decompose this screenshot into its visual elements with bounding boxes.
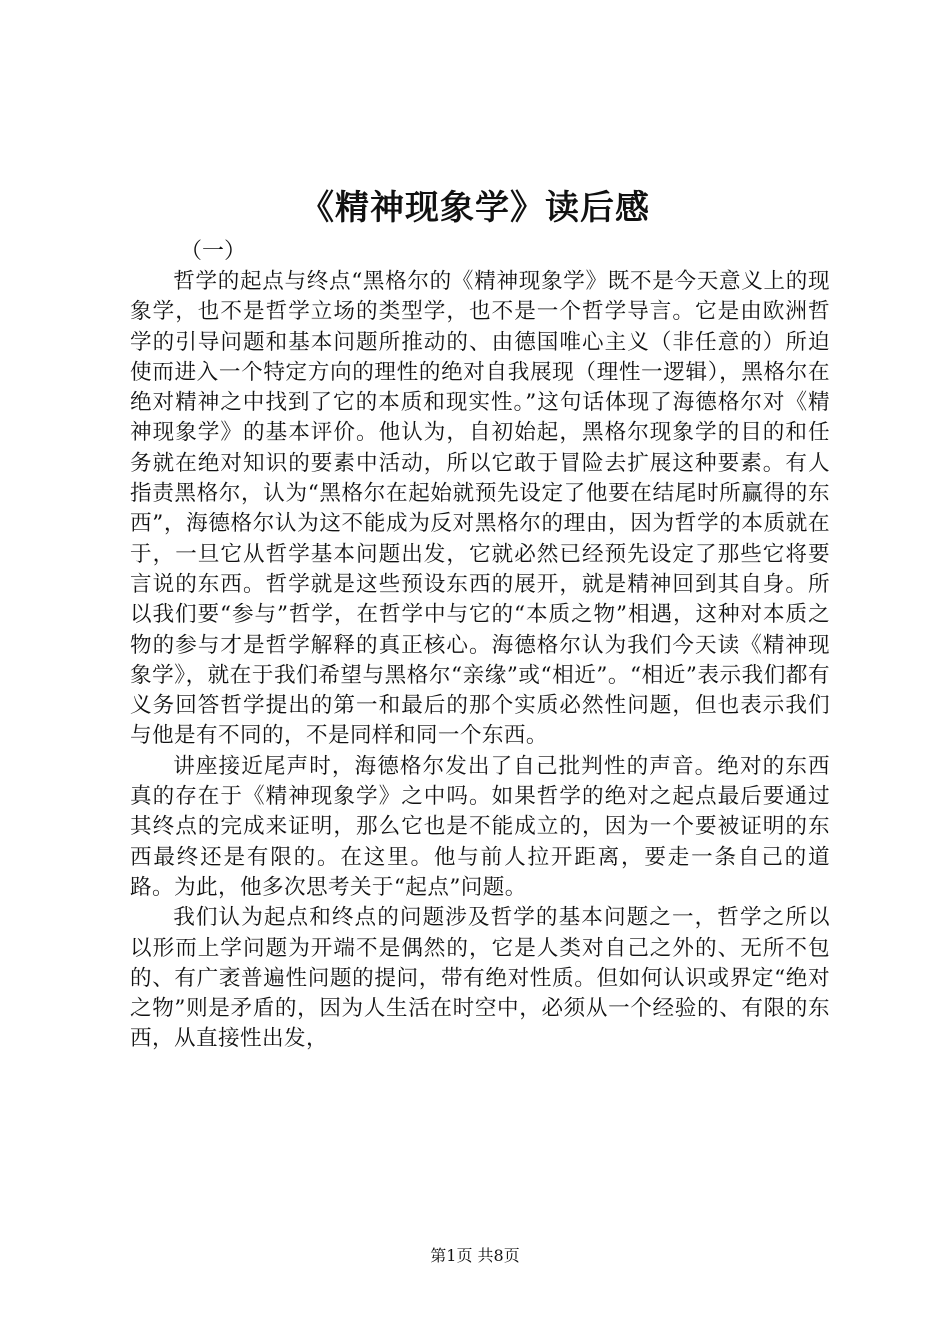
section-label: （一） [180, 239, 247, 264]
paragraph-1: 哲学的起点与终点“黑格尔的《精神现象学》既不是今天意义上的现象学，也不是哲学立场的类型学，也不是一个哲学导言。它是由欧洲哲学的引导问题和基本问题所推动的、由德国唯心主义（非任意的）所迫使而进入一个特定方向的理性的绝对自我展现（理性一逻辑），黑格尔在绝对精神之中找到了它的本质和现实性。”这句话体现了海德格尔对《精神现象学》的基本评价。他认为，自初始起，黑格尔现象学的目的和任务就在绝对知识的要素中活动，所以它敢于冒险去扩展这种要素。有人指责黑格尔，认为“黑格尔在起始就预先设定了他要在结尾时所赢得的东西”，海德格尔认为这不能成为反对黑格尔的理由，因为哲学的本质就在于，一旦它从哲学基本问题出发，它就必然已经预先设定了那些它将要言说的东西。哲学就是这些预设东西的展开，就是精神回到其自身。所以我们要“参与”哲学，在哲学中与它的“本质之物”相遇，这种对本质之物的参与才是哲学解释的真正核心。海德格尔认为我们今天读《精神现象学》，就在于我们希望与黑格尔“亲缘”或“相近”。“相近”表示我们都有义务回答哲学提出的第一和最后的那个实质必然性问题，但也表示我们与他是有不同的，不是同样和同一个东西。 [130, 269, 830, 749]
page-footer: 第1页 共8页 [430, 1246, 520, 1265]
paragraph-2: 讲座接近尾声时，海德格尔发出了自己批判性的声音。绝对的东西真的存在于《精神现象学》之中吗。如果哲学的绝对之起点最后要通过其终点的完成来证明，那么它也是不能成立的，因为一个要被证明的东西最终还是有限的。在这里。他与前人拉开距离，要走一条自己的道路。为此，他多次思考关于“起点”问题。 [130, 753, 830, 900]
document-title: 《精神现象学》读后感 [300, 188, 650, 228]
body-text [130, 267, 830, 1055]
paragraph-3: 我们认为起点和终点的问题涉及哲学的基本问题之一，哲学之所以以形而上学问题为开端不是偶然的，它是人类对自己之外的、无所不包的、有广袤普遍性问题的提问，带有绝对性质。但如何认识或界定“绝对之物”则是矛盾的，因为人生活在时空中，必须从一个经验的、有限的东西，从直接性出发， [130, 905, 830, 1052]
